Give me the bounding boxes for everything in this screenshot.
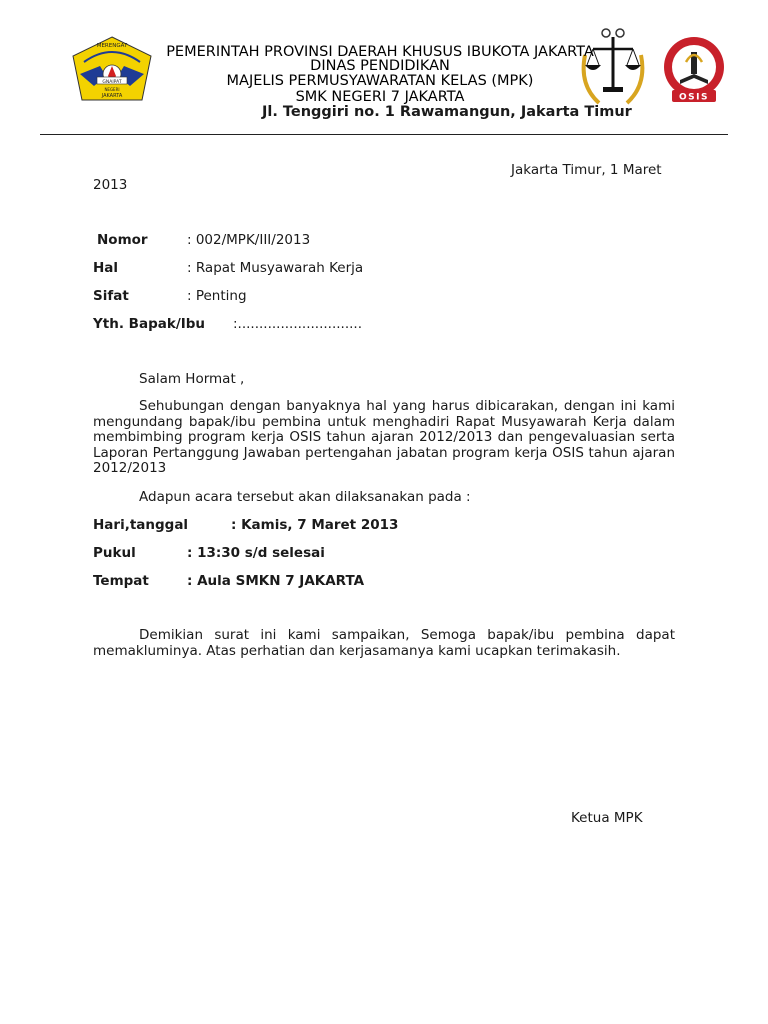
meta-label-hal: Hal bbox=[93, 260, 119, 276]
event-intro: Adapun acara tersebut akan dilaksanakan pada : bbox=[139, 489, 471, 505]
closing-paragraph-text: Demikian surat ini kami sampaikan, Semoga bapak/ibu pembina dapat memakluminya. Atas perhatian dan kerjasamanya kami ucapkan terimakasih. bbox=[93, 627, 675, 659]
meta-label-recipient: Yth. Bapak/Ibu bbox=[93, 316, 206, 332]
closing-paragraph bbox=[93, 628, 675, 659]
header-government: PEMERINTAH PROVINSI DAERAH KHUSUS IBUKOTA JAKARTA bbox=[166, 44, 594, 60]
header-divider bbox=[40, 134, 728, 135]
meta-value-sifat: : Penting bbox=[187, 288, 247, 304]
header-school: SMK NEGERI 7 JAKARTA bbox=[295, 89, 465, 105]
event-label-time: Pukul bbox=[93, 545, 136, 561]
body-paragraph-text: Sehubungan dengan banyaknya hal yang harus dibicarakan, dengan ini kami mengundang bapak/ibu pembina untuk menghadiri Rapat Musyawarah Kerja dalam membimbing program kerja OSIS tahun ajaran 2012/2013 dan pengevaluasian serta Laporan Pertanggung Jawaban pertengahan jabatan program kerja OSIS tahun ajaran 2012/2013 bbox=[93, 398, 675, 476]
osis-emblem-icon bbox=[658, 34, 730, 106]
svg-text:JAKARTA: JAKARTA bbox=[101, 93, 123, 99]
header-agency: DINAS PENDIDIKAN bbox=[310, 58, 450, 74]
svg-text:GNAIPAT: GNAIPAT bbox=[102, 80, 122, 85]
svg-text:OSIS: OSIS bbox=[679, 92, 709, 103]
event-value-date: : Kamis, 7 Maret 2013 bbox=[231, 517, 399, 533]
meta-label-nomor: Nomor bbox=[97, 232, 148, 248]
event-label-place: Tempat bbox=[93, 573, 149, 589]
header-organization: MAJELIS PERMUSYAWARATAN KELAS (MPK) bbox=[226, 73, 534, 89]
event-value-time: : 13:30 s/d selesai bbox=[187, 545, 325, 561]
meta-value-recipient: :............................. bbox=[233, 316, 362, 332]
signature-title: Ketua MPK bbox=[571, 810, 643, 826]
greeting: Salam Hormat , bbox=[139, 371, 245, 387]
letter-date-year: 2013 bbox=[93, 177, 128, 193]
letter-date: Jakarta Timur, 1 Maret bbox=[511, 162, 662, 178]
event-label-date: Hari,tanggal bbox=[93, 517, 189, 533]
event-value-place: : Aula SMKN 7 JAKARTA bbox=[187, 573, 365, 589]
meta-value-nomor: : 002/MPK/III/2013 bbox=[187, 232, 311, 248]
body-paragraph bbox=[93, 399, 675, 477]
osis-logo bbox=[658, 34, 730, 106]
meta-label-sifat: Sifat bbox=[93, 288, 129, 304]
meta-value-hal: : Rapat Musyawarah Kerja bbox=[187, 260, 364, 276]
header-address: Jl. Tenggiri no. 1 Rawamangun, Jakarta Timur bbox=[262, 104, 632, 120]
svg-text:NEGERI: NEGERI bbox=[104, 87, 120, 92]
svg-text:MERENGAT: MERENGAT bbox=[96, 43, 128, 49]
